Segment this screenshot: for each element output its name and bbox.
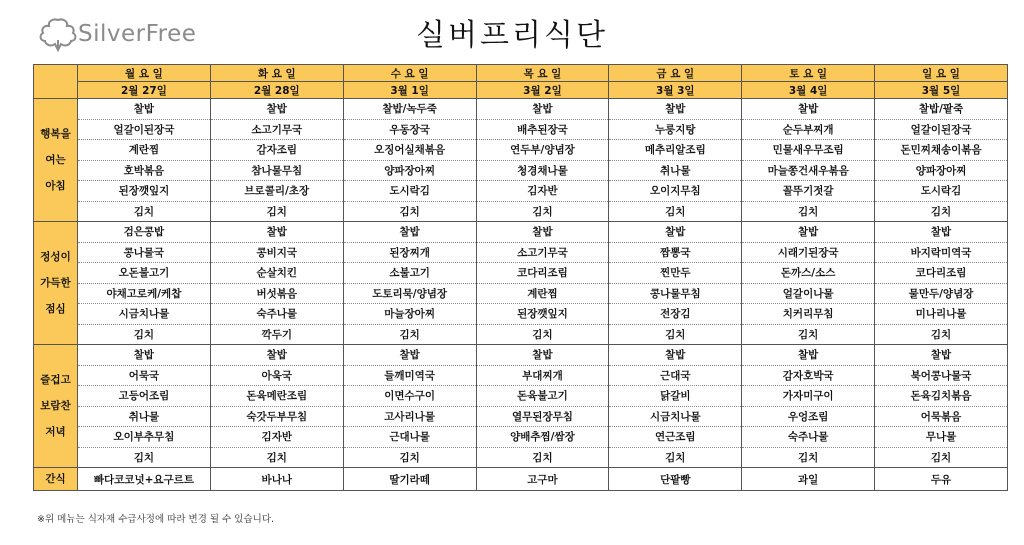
menu-item: 찐만두	[609, 263, 742, 284]
menu-item: 돈육불고기	[476, 386, 609, 407]
menu-item: 들깨미역국	[343, 365, 476, 386]
menu-item: 찰밥	[78, 345, 211, 366]
menu-row	[34, 304, 1008, 325]
menu-item: 콩비지국	[210, 242, 343, 263]
menu-item: 시래기된장국	[742, 242, 875, 263]
menu-item: 치커리무침	[742, 304, 875, 325]
menu-item: 전장김	[609, 304, 742, 325]
meal-label-line: 가득한	[40, 277, 71, 289]
menu-item: 무나물	[875, 427, 1008, 448]
menu-row	[34, 365, 1008, 386]
menu-row	[34, 427, 1008, 448]
menu-item: 계란찜	[476, 283, 609, 304]
menu-item: 돈까스/소스	[742, 263, 875, 284]
menu-item: 부대찌개	[476, 365, 609, 386]
meal-plan-table	[33, 64, 1008, 491]
menu-item: 찰밥	[476, 99, 609, 120]
menu-item: 열무된장무침	[476, 406, 609, 427]
menu-item: 오돈불고기	[78, 263, 211, 284]
snack-item: 딸기라떼	[343, 468, 476, 491]
menu-item: 김치	[210, 447, 343, 468]
menu-item: 소불고기	[343, 263, 476, 284]
menu-item: 김치	[343, 201, 476, 222]
snack-item: 과일	[742, 468, 875, 491]
menu-item: 찰밥/녹두죽	[343, 99, 476, 120]
menu-item: 코다리조림	[875, 263, 1008, 284]
snack-item: 빠다코코넛+요구르트	[78, 468, 211, 491]
menu-item: 북어콩나물국	[875, 365, 1008, 386]
menu-item: 돈민찌채송이볶음	[875, 140, 1008, 161]
menu-item: 시금치나물	[609, 406, 742, 427]
menu-item: 김치	[476, 324, 609, 345]
menu-item: 김치	[609, 324, 742, 345]
menu-item: 찰밥	[476, 345, 609, 366]
menu-row	[34, 345, 1008, 366]
menu-item: 돈육김치볶음	[875, 386, 1008, 407]
day-date: 3월 5일	[875, 82, 1008, 99]
menu-item: 오이지무침	[609, 181, 742, 202]
menu-item: 닭갈비	[609, 386, 742, 407]
menu-item: 돈육메란조림	[210, 386, 343, 407]
day-name: 월 요 일	[78, 65, 211, 82]
menu-item: 찰밥/팥죽	[875, 99, 1008, 120]
page-title: 실버프리식단	[416, 18, 608, 53]
menu-item: 바지락미역국	[875, 242, 1008, 263]
menu-item: 김치	[343, 324, 476, 345]
corner-cell	[34, 65, 78, 99]
menu-item: 마늘쫑건새우볶음	[742, 160, 875, 181]
menu-item: 찰밥	[875, 222, 1008, 243]
menu-item: 얼갈이나물	[742, 283, 875, 304]
day-date: 3월 1일	[343, 82, 476, 99]
meal-label	[34, 345, 78, 468]
meal-label-line: 아침	[45, 180, 66, 192]
meal-label-line: 정성이	[40, 251, 71, 263]
menu-item: 어묵국	[78, 365, 211, 386]
menu-item: 김치	[609, 447, 742, 468]
snack-item: 두유	[875, 468, 1008, 491]
menu-item: 김자반	[210, 427, 343, 448]
menu-item: 된장깻잎지	[78, 181, 211, 202]
menu-item: 물만두/양념장	[875, 283, 1008, 304]
menu-item: 메추리알조림	[609, 140, 742, 161]
menu-item: 이면수구이	[343, 386, 476, 407]
menu-item: 찰밥	[343, 345, 476, 366]
menu-item: 김치	[210, 201, 343, 222]
menu-item: 브로콜리/초장	[210, 181, 343, 202]
day-date: 3월 3일	[609, 82, 742, 99]
menu-item: 찰밥	[343, 222, 476, 243]
menu-row	[34, 201, 1008, 222]
menu-row	[34, 160, 1008, 181]
menu-row	[34, 242, 1008, 263]
day-date: 2월 27일	[78, 82, 211, 99]
meal-label-line: 저녁	[45, 426, 66, 438]
menu-item: 꼴뚜기젓갈	[742, 181, 875, 202]
menu-item: 감자호박국	[742, 365, 875, 386]
menu-item: 김치	[875, 447, 1008, 468]
menu-item: 김치	[609, 201, 742, 222]
menu-item: 참나물무침	[210, 160, 343, 181]
menu-item: 연근조림	[609, 427, 742, 448]
day-name: 금 요 일	[609, 65, 742, 82]
day-date: 3월 2일	[476, 82, 609, 99]
menu-item: 순두부찌개	[742, 119, 875, 140]
menu-item: 된장찌개	[343, 242, 476, 263]
menu-item: 찰밥	[210, 345, 343, 366]
menu-item: 소고기무국	[210, 119, 343, 140]
meal-label-line: 행복을	[40, 128, 71, 140]
menu-item: 미나리나물	[875, 304, 1008, 325]
menu-item: 도시락김	[875, 181, 1008, 202]
menu-item: 김치	[742, 201, 875, 222]
menu-item: 숙갓두부무침	[210, 406, 343, 427]
menu-item: 김치	[742, 324, 875, 345]
menu-item: 김치	[78, 324, 211, 345]
day-name: 목 요 일	[476, 65, 609, 82]
menu-item: 김치	[875, 201, 1008, 222]
menu-item: 콩나물무침	[609, 283, 742, 304]
brand-name: SilverFree	[78, 21, 197, 47]
meal-label	[34, 99, 78, 222]
menu-item: 찰밥	[875, 345, 1008, 366]
menu-item: 김치	[78, 201, 211, 222]
menu-item: 된장깻잎지	[476, 304, 609, 325]
menu-row	[34, 181, 1008, 202]
menu-item: 우동장국	[343, 119, 476, 140]
menu-row	[34, 222, 1008, 243]
day-date: 3월 4일	[742, 82, 875, 99]
menu-item: 고등어조림	[78, 386, 211, 407]
menu-item: 청경채나물	[476, 160, 609, 181]
menu-item: 호박볶음	[78, 160, 211, 181]
menu-item: 순살치킨	[210, 263, 343, 284]
snack-item: 단팥빵	[609, 468, 742, 491]
menu-item: 김자반	[476, 181, 609, 202]
menu-item: 마늘장아찌	[343, 304, 476, 325]
menu-row	[34, 283, 1008, 304]
menu-item: 찰밥	[742, 222, 875, 243]
menu-item: 김치	[875, 324, 1008, 345]
menu-item: 배추된장국	[476, 119, 609, 140]
menu-item: 찰밥	[609, 99, 742, 120]
menu-item: 양파장아찌	[875, 160, 1008, 181]
menu-item: 취나물	[609, 160, 742, 181]
meal-label	[34, 222, 78, 345]
menu-item: 연두부/양념장	[476, 140, 609, 161]
day-name: 토 요 일	[742, 65, 875, 82]
menu-row	[34, 263, 1008, 284]
menu-item: 숙주나물	[742, 427, 875, 448]
menu-item: 소고기무국	[476, 242, 609, 263]
menu-item: 깍두기	[210, 324, 343, 345]
menu-item: 검은콩밥	[78, 222, 211, 243]
day-name: 수 요 일	[343, 65, 476, 82]
snack-item: 바나나	[210, 468, 343, 491]
menu-item: 김치	[476, 201, 609, 222]
menu-item: 오징어실채볶음	[343, 140, 476, 161]
meal-label-line: 즐겁고	[40, 374, 71, 386]
menu-item: 코다리조림	[476, 263, 609, 284]
menu-row	[34, 140, 1008, 161]
menu-item: 찰밥	[742, 345, 875, 366]
menu-item: 가자미구이	[742, 386, 875, 407]
menu-item: 찰밥	[609, 222, 742, 243]
menu-item: 찰밥	[609, 345, 742, 366]
menu-item: 고사리나물	[343, 406, 476, 427]
snack-row	[34, 468, 1008, 491]
menu-row	[34, 406, 1008, 427]
menu-item: 계란찜	[78, 140, 211, 161]
menu-item: 찰밥	[78, 99, 211, 120]
menu-item: 콩나물국	[78, 242, 211, 263]
menu-item: 양파장아찌	[343, 160, 476, 181]
menu-item: 오이부추무침	[78, 427, 211, 448]
menu-item: 아욱국	[210, 365, 343, 386]
menu-item: 도토리묵/양념장	[343, 283, 476, 304]
footnote: ※위 메뉴는 식자재 수급사정에 따라 변경 될 수 있습니다.	[37, 514, 275, 525]
day-name: 화 요 일	[210, 65, 343, 82]
menu-row	[34, 324, 1008, 345]
menu-item: 찰밥	[210, 222, 343, 243]
menu-item: 근대국	[609, 365, 742, 386]
menu-item: 김치	[476, 447, 609, 468]
day-name: 일 요 일	[875, 65, 1008, 82]
snack-item: 고구마	[476, 468, 609, 491]
menu-item: 김치	[78, 447, 211, 468]
snack-label: 간식	[34, 468, 78, 491]
menu-item: 민물새우무조림	[742, 140, 875, 161]
menu-item: 김치	[343, 447, 476, 468]
menu-item: 도시락김	[343, 181, 476, 202]
menu-item: 야채고로케/케찹	[78, 283, 211, 304]
menu-row	[34, 386, 1008, 407]
meal-label-line: 점심	[45, 303, 66, 315]
menu-item: 찰밥	[742, 99, 875, 120]
menu-item: 얼갈이된장국	[875, 119, 1008, 140]
menu-item: 숙주나물	[210, 304, 343, 325]
menu-row	[34, 119, 1008, 140]
menu-item: 누룽지탕	[609, 119, 742, 140]
menu-item: 취나물	[78, 406, 211, 427]
day-date: 2월 28일	[210, 82, 343, 99]
menu-item: 김치	[742, 447, 875, 468]
menu-item: 찰밥	[476, 222, 609, 243]
menu-item: 감자조림	[210, 140, 343, 161]
menu-item: 어묵볶음	[875, 406, 1008, 427]
menu-item: 얼갈이된장국	[78, 119, 211, 140]
menu-item: 찰밥	[210, 99, 343, 120]
menu-item: 시금치나물	[78, 304, 211, 325]
menu-row	[34, 99, 1008, 120]
menu-item: 버섯볶음	[210, 283, 343, 304]
menu-item: 양배추찜/쌈장	[476, 427, 609, 448]
meal-label-line: 여는	[45, 154, 66, 166]
menu-item: 짬뽕국	[609, 242, 742, 263]
menu-row	[34, 447, 1008, 468]
meal-label-line: 보람찬	[40, 400, 71, 412]
menu-item: 근대나물	[343, 427, 476, 448]
menu-item: 우엉조림	[742, 406, 875, 427]
